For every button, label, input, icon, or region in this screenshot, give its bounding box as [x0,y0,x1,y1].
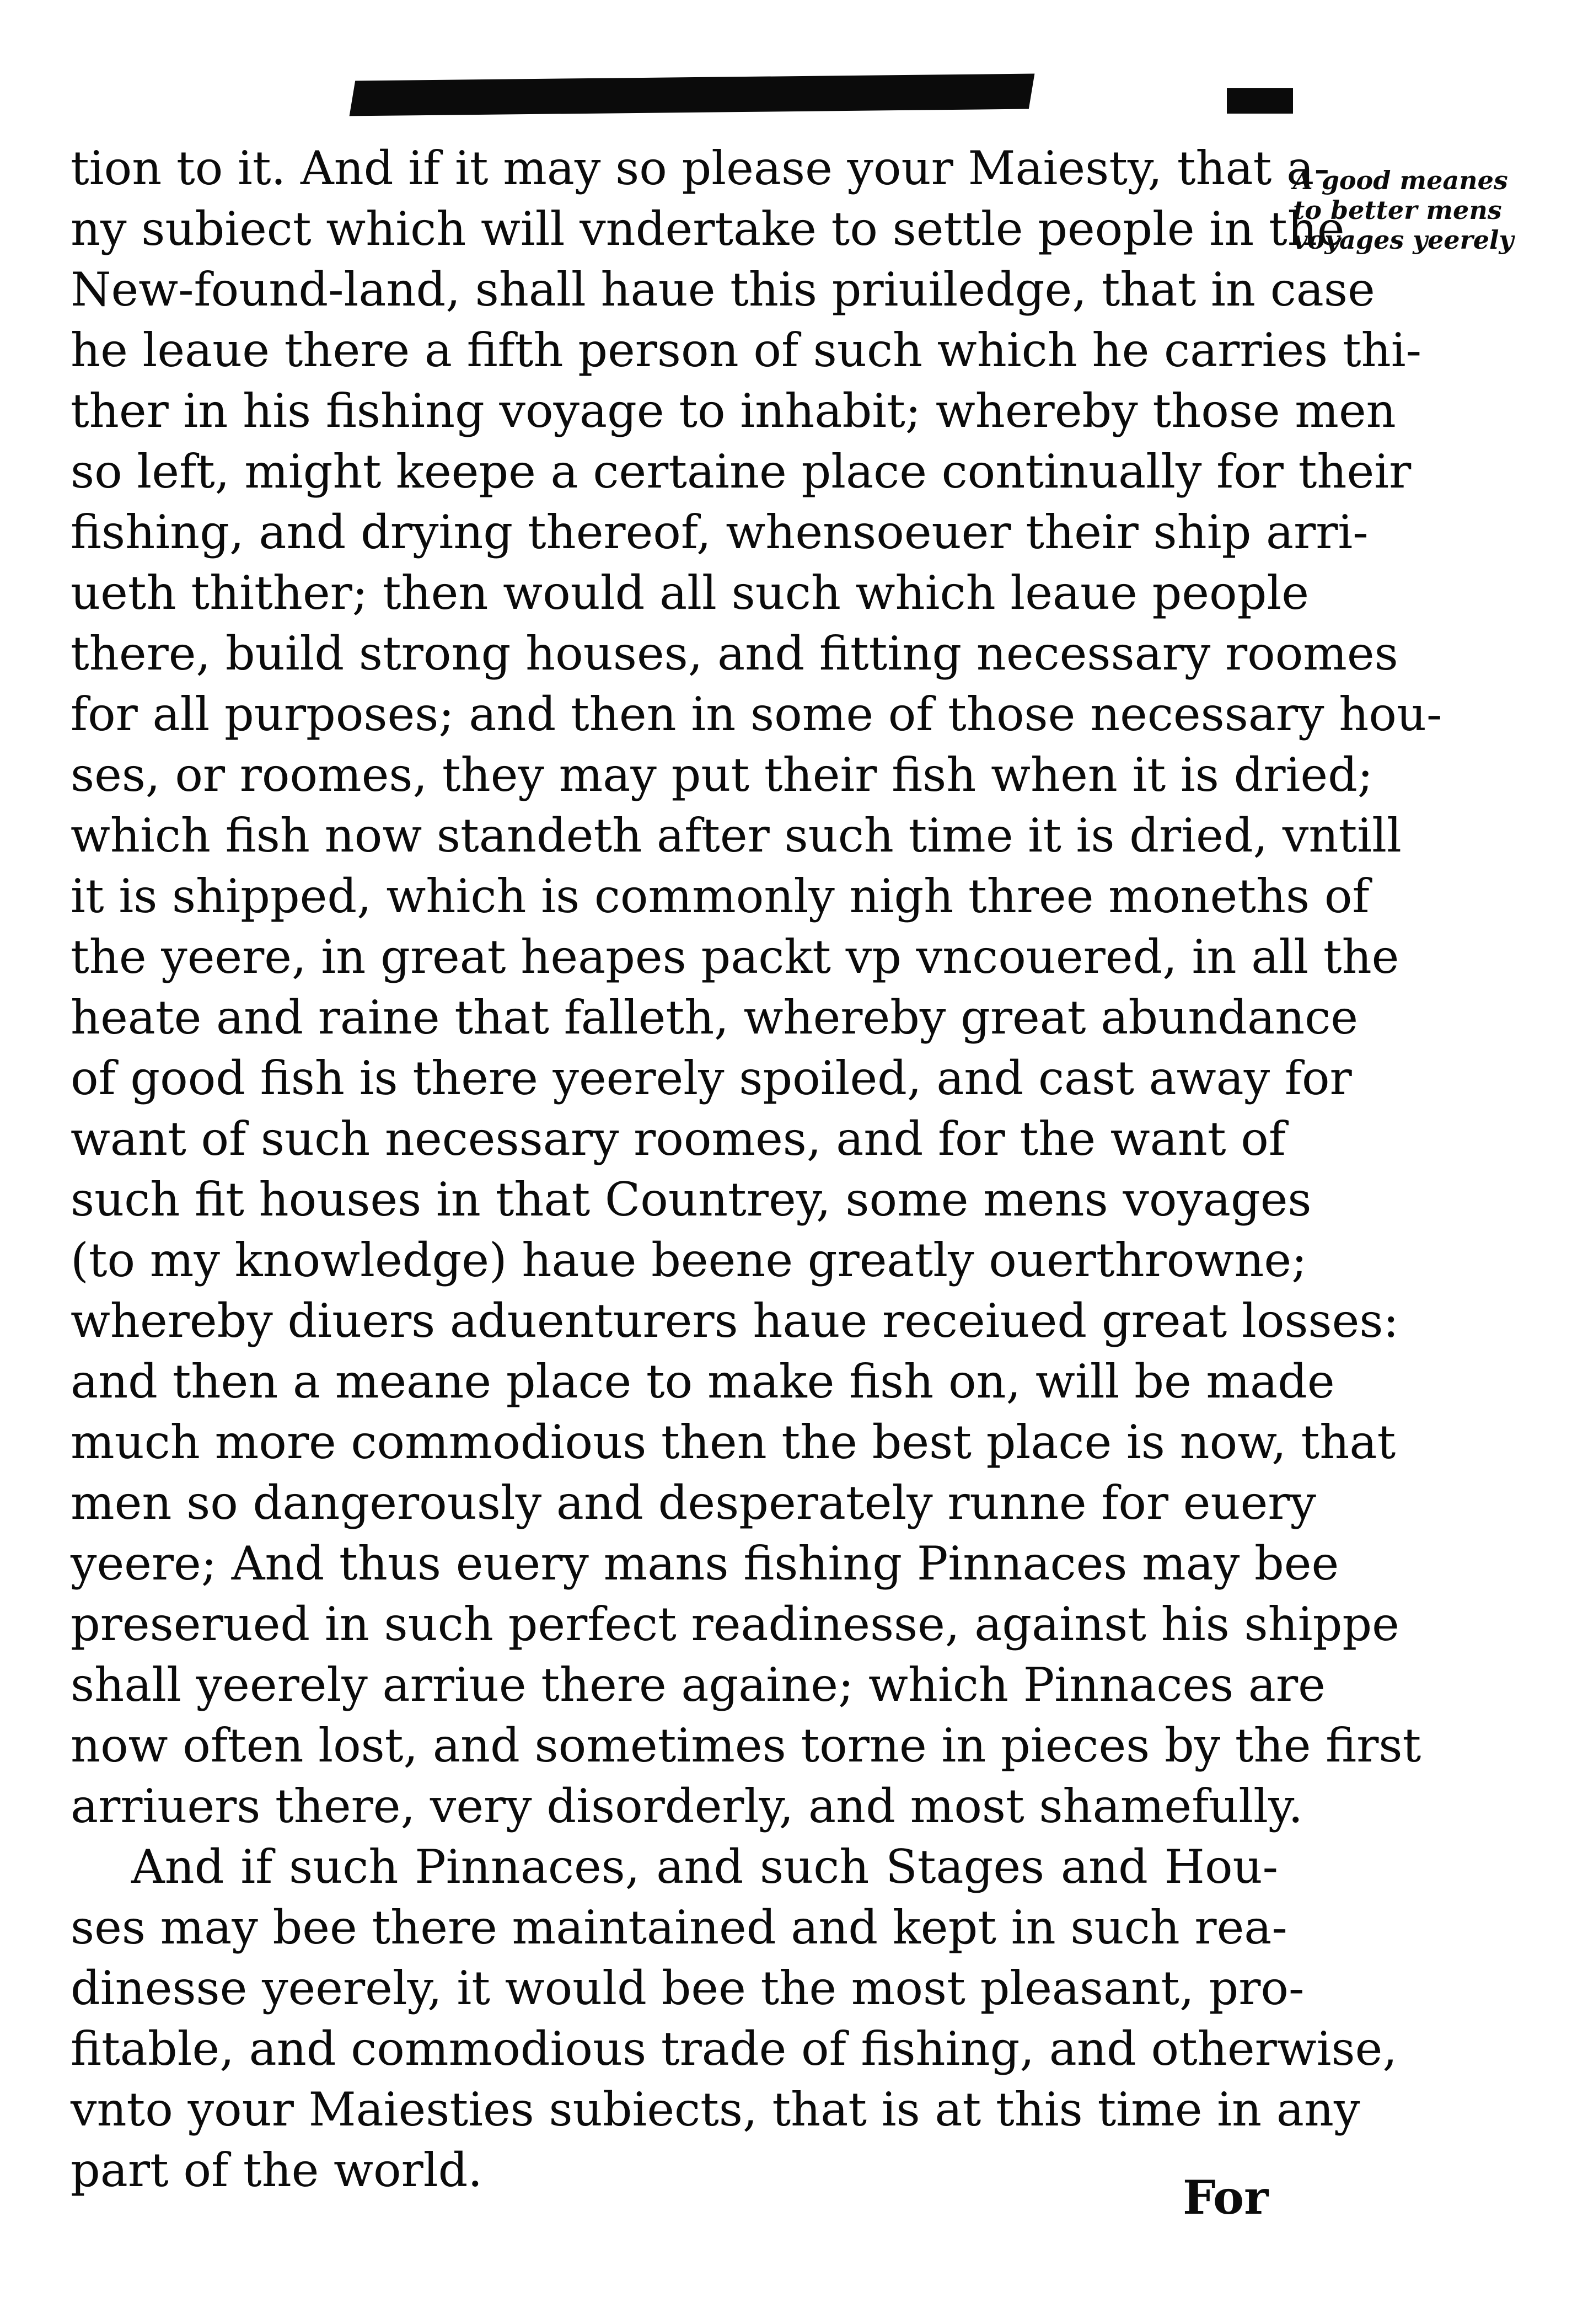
text-line: yeere; And thus euery mans fishing Pinnaces may bee [71,1536,1339,1591]
text-line: shall yeerely arriue there againe; which Pinnaces are [71,1658,1326,1712]
text-line: such fit houses in that Countrey, some mens voyages [71,1172,1312,1227]
text-line: heate and raine that falleth, whereby great abundance [71,990,1359,1045]
text-line: of good fish is there yeerely spoiled, and cast away for [71,1051,1352,1105]
text-line: men so dangerously and desperately runne for euery [71,1476,1316,1530]
text-line: (to my knowledge) haue beene greatly ouerthrowne; [71,1233,1307,1287]
text-line: much more commodious then the best place is now, that [71,1415,1396,1469]
catchword: For [1183,2170,1269,2225]
text-line: part of the world. [71,2143,483,2197]
marginal-note-line: A good meanes [1293,165,1508,195]
text-line: ueth thither; then would all such which leaue people [71,566,1309,620]
text-line: fishing, and drying thereof, whensoeuer their ship arri- [71,505,1369,559]
marginal-note-line: voyages yeerely [1293,225,1514,255]
text-line: ses may bee there maintained and kept in such rea- [71,1900,1287,1954]
text-line: it is shipped, which is commonly nigh three moneths of [71,869,1370,923]
text-line: tion to it. And if it may so please your Maiesty, that a- [71,141,1330,195]
text-line: so left, might keepe a certaine place continually for their [71,445,1412,499]
running-head-redacted [350,74,1035,116]
text-line: ses, or roomes, they may put their fish when it is dried; [71,748,1374,802]
text-line: now often lost, and sometimes torne in pieces by the first [71,1718,1421,1773]
text-line: he leaue there a fifth person of such which he carries thi- [71,323,1421,377]
text-line: ther in his fishing voyage to inhabit; whereby those men [71,384,1396,438]
marginal-note-line: to better mens [1293,195,1502,225]
text-line: ny subiect which will vndertake to settle people in the [71,202,1345,256]
text-line: want of such necessary roomes, and for the want of [71,1112,1286,1166]
text-line: And if such Pinnaces, and such Stages and Hou- [131,1840,1278,1894]
text-line: dinesse yeerely, it would bee the most pleasant, pro- [71,1961,1305,2015]
text-line: New-found-land, shall haue this priuiledge, that in case [71,263,1375,317]
text-line: preserued in such perfect readinesse, against his shippe [71,1597,1399,1651]
text-line: which fish now standeth after such time it is dried, vntill [71,808,1402,863]
text-line: whereby diuers aduenturers haue receiued great losses: [71,1294,1399,1348]
text-line: for all purposes; and then in some of those necessary hou- [71,687,1442,741]
text-line: fitable, and commodious trade of fishing, and otherwise, [71,2022,1398,2076]
text-line: and then a meane place to make fish on, will be made [71,1354,1335,1409]
text-line: arriuers there, very disorderly, and most shamefully. [71,1779,1303,1833]
page-number-mark [1227,88,1293,114]
marginal-note [1293,165,1552,255]
text-line: there, build strong houses, and fitting necessary roomes [71,626,1398,681]
text-line: vnto your Maiesties subiects, that is at this time in any [71,2082,1360,2136]
text-line: the yeere, in great heapes packt vp vncouered, in all the [71,930,1399,984]
